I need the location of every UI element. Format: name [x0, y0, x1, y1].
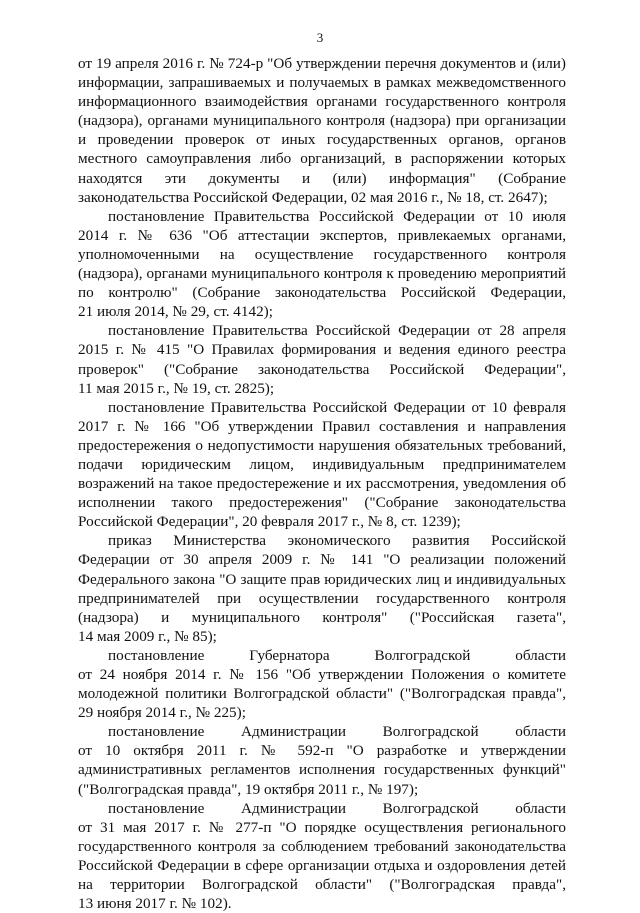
text-line: государственного контроля за соблюдением требований законодательства	[78, 837, 566, 855]
text-line: местного самоуправления либо организаций, в распоряжении которых	[78, 150, 566, 168]
text-line: законодательства Российской Федерации, 02 мая 2016 г., № 18, ст. 2647);	[78, 188, 548, 206]
paragraph	[78, 799, 566, 913]
text-line: предостережения о недопустимости нарушения обязательных требований,	[78, 436, 566, 454]
text-line: 13 июня 2017 г. № 102).	[78, 895, 232, 913]
text-line: исполнении такого предостережения" ("Собрание законодательства	[78, 494, 566, 512]
page-number: 3	[316, 30, 324, 45]
text-line: подачи юридическим лицом, индивидуальным предпринимателем	[78, 455, 566, 473]
text-line: Российской Федерации", 20 февраля 2017 г., № 8, ст. 1239);	[78, 513, 461, 531]
text-line: от 24 ноября 2014 г. № 156 "Об утверждении Положения о комитете	[78, 666, 566, 683]
text-line: от 31 мая 2017 г. № 277-п "О порядке осуществления регионального	[78, 818, 566, 836]
text-line: 2014 г. № 636 "Об аттестации экспертов, привлекаемых органами,	[78, 226, 566, 244]
text-line: по контролю" (Собрание законодательства Российской Федерации,	[78, 284, 566, 302]
paragraph	[78, 722, 566, 798]
text-line: 2015 г. № 415 "О Правилах формирования и ведения единого реестра	[78, 341, 566, 359]
text-line: постановление Правительства Российской Федерации от 10 июля	[108, 207, 566, 225]
paragraph	[78, 207, 566, 322]
text-line: уполномоченными на осуществление государственного контроля	[78, 245, 566, 263]
text-line: постановление Администрации Волгоградской области	[108, 799, 566, 817]
text-line: постановление Правительства Российской Федерации от 10 февраля	[108, 398, 566, 416]
text-line: от 10 октября 2011 г. № 592-п "О разработке и утверждении	[78, 742, 566, 760]
text-line: 2017 г. № 166 "Об утверждении Правил составления и направления	[78, 417, 566, 435]
paragraph	[78, 646, 566, 722]
text-line: приказ Министерства экономического развития Российской	[108, 532, 566, 550]
paragraph	[78, 54, 566, 207]
text-line: информации, запрашиваемых и получаемых в рамках межведомственного	[78, 74, 566, 92]
paragraph	[78, 398, 566, 532]
paragraph	[78, 321, 566, 397]
text-line: (надзора), органами муниципального контроля к проведению мероприятий	[78, 265, 566, 283]
text-line: Российской Федерации в сфере организации отдыха и оздоровления детей	[78, 856, 566, 874]
text-line: административных регламентов исполнения государственных функций"	[78, 761, 566, 779]
text-line: молодежной политики Волгоградской области" ("Волгоградская правда",	[78, 685, 566, 703]
text-line: на территории Волгоградской области" ("Волгоградская правда",	[78, 876, 566, 894]
text-line: Федерального закона "О защите прав юридических лиц и индивидуальных	[78, 570, 566, 588]
text-line: возражений на такое предостережение и их рассмотрения, уведомления об	[78, 475, 566, 493]
text-line: ("Волгоградская правда", 19 октября 2011 г., № 197);	[78, 780, 419, 798]
paragraph	[78, 531, 566, 646]
text-line: 21 июля 2014, № 29, ст. 4142);	[78, 303, 273, 321]
text-line: постановление Администрации Волгоградской области	[108, 723, 566, 741]
document-body	[78, 54, 566, 913]
text-line: (надзора), органами муниципального контроля (надзора) при организации	[78, 112, 566, 130]
text-line: 11 мая 2015 г., № 19, ст. 2825);	[78, 379, 275, 397]
text-line: проверок" ("Собрание законодательства Российской Федерации",	[78, 360, 566, 378]
text-line: (надзора) и муниципального контроля" ("Российская газета",	[78, 608, 566, 626]
text-line: от 19 апреля 2016 г. № 724-р "Об утверждении перечня документов и (или)	[78, 55, 566, 72]
text-line: постановление Губернатора Волгоградской области	[108, 646, 566, 664]
text-line: и проведении проверок от иных государственных органов, органов	[78, 131, 566, 149]
text-line: 14 мая 2009 г., № 85);	[78, 627, 217, 645]
text-line: предпринимателей при осуществлении государственного контроля	[78, 589, 566, 607]
text-line: информационного взаимодействия органами государственного контроля	[78, 93, 566, 111]
text-line: постановление Правительства Российской Федерации от 28 апреля	[108, 322, 566, 340]
text-line: находятся эти документы и (или) информация" (Собрание	[78, 169, 566, 187]
text-line: 29 ноября 2014 г., № 225);	[78, 704, 246, 722]
text-line: Федерации от 30 апреля 2009 г. № 141 "О реализации положений	[78, 551, 566, 569]
